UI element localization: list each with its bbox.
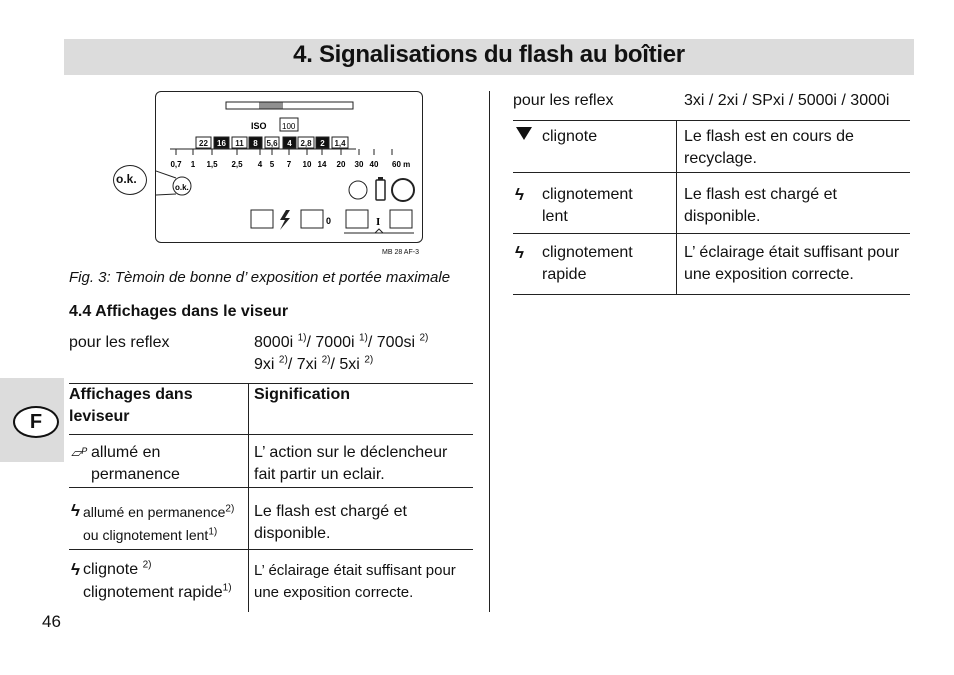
flash-right-row2-icon: ϟ	[515, 185, 524, 204]
figure-caption: Fig. 3: Tèmoin de bonne d’ exposition et portée maximale	[69, 269, 451, 286]
aperture-value: 2,8	[300, 139, 312, 148]
right-row3-col1: clignotement rapide	[542, 244, 633, 283]
distance-value: 4	[257, 160, 263, 169]
left-row3-col2: L’ éclairage était suffisant pour une exposition correcte.	[254, 562, 456, 601]
left-table-header-rule	[69, 434, 473, 435]
battery-icon	[376, 180, 385, 200]
right-row2-col2: Le flash est chargé et disponible.	[684, 186, 837, 225]
iso-value: 100	[282, 122, 296, 131]
right-row2-col1: clignotement lent	[542, 186, 633, 225]
viewfinder-box-2	[301, 210, 323, 228]
aperture-value: 4	[287, 139, 292, 148]
distance-value: 0,7	[170, 160, 182, 169]
right-table-top-rule	[513, 120, 910, 121]
distance-value: 40	[369, 160, 379, 169]
ready-light-icon: ▱ᴾ	[71, 445, 87, 460]
language-tab	[0, 378, 64, 462]
left-row2-rule	[69, 549, 473, 550]
left-row2-col2: Le flash est chargé et disponible.	[254, 503, 407, 542]
viewfinder-box-3	[346, 210, 368, 228]
left-row2-col1-b: ou clignotement lent$^{1)}$	[83, 526, 218, 543]
aperture-value: 11	[235, 139, 244, 148]
distance-value: 20	[336, 160, 346, 169]
distance-value: 1,5	[206, 160, 218, 169]
aperture-value: 5,6	[266, 139, 278, 148]
flash-icon	[280, 210, 290, 230]
reflex-label-left: pour les reflex	[69, 334, 170, 351]
right-row1-col1: clignote	[542, 128, 598, 145]
right-row1-rule	[513, 172, 910, 173]
flash-display-drawing	[156, 92, 422, 242]
distance-scale	[170, 160, 410, 169]
right-row3-col2: L’ éclairage était suffisant pour une exposition correcte.	[684, 244, 900, 283]
distance-ticks	[176, 149, 392, 155]
right-row2-rule	[513, 233, 910, 234]
zero-label: 0	[326, 216, 332, 226]
i-symbol-icon: I	[376, 216, 381, 228]
iso-label: ISO	[251, 121, 267, 131]
battery-cap-icon	[378, 177, 383, 180]
viewfinder-box-4	[390, 210, 412, 228]
models-line-1: 8000i $^{1)}$/ 7000i $^{1)}$/ 700si $^{2)}$	[254, 332, 429, 351]
flash-display-figure	[155, 91, 423, 243]
figure-code: MB 28 AF-3	[382, 249, 419, 256]
ok-small-label: o.k.	[175, 183, 189, 192]
aperture-value: 8	[253, 139, 258, 148]
page-number: 46	[42, 612, 61, 631]
viewfinder-box-1	[251, 210, 273, 228]
slider-bar	[226, 102, 353, 109]
section-heading: 4.4 Affichages dans le viseur	[69, 303, 289, 320]
right-models: 3xi / 2xi / SPxi / 5000i / 3000i	[684, 92, 890, 109]
aperture-value: 22	[199, 139, 208, 148]
right-table-bottom-rule	[513, 294, 910, 295]
left-table-header-col2: Signification	[254, 386, 350, 403]
distance-value: 1	[190, 160, 196, 169]
reflex-label-right: pour les reflex	[513, 92, 614, 109]
left-row3-col1-a: clignote $^{2)}$	[83, 559, 152, 578]
flash-row2-icon: ϟ	[71, 501, 80, 520]
distance-value: 10	[302, 160, 312, 169]
left-row3-col1-b: clignotement rapide$^{1)}$	[83, 582, 232, 601]
flash-right-row3-icon: ϟ	[515, 243, 524, 262]
ok-indicator-large	[113, 165, 147, 195]
right-row1-col2: Le flash est en cours de recyclage.	[684, 128, 854, 167]
ok-leader-line-bottom	[156, 194, 176, 196]
flash-row3-icon: ϟ	[71, 560, 80, 579]
aperture-value: 16	[217, 139, 226, 148]
models-line-2: 9xi $^{2)}$/ 7xi $^{2)}$/ 5xi $^{2)}$	[254, 354, 374, 373]
left-row2-col1-a: allumé en permanence$^{2)}$	[83, 503, 235, 520]
left-table-col-divider	[248, 383, 249, 612]
left-row1-col2: L’ action sur le déclencheur fait partir un eclair.	[254, 444, 448, 483]
slider-ticks	[260, 102, 282, 109]
title-bar	[64, 39, 914, 75]
distance-value: 14	[317, 160, 327, 169]
indicator-circle-small	[349, 181, 367, 199]
bracket-notch-icon	[375, 229, 383, 233]
language-tab-letter: F	[13, 406, 59, 438]
right-table-col-divider	[676, 120, 677, 294]
distance-value: 30	[354, 160, 364, 169]
column-divider	[489, 91, 490, 612]
left-table-header-col1: Affichages dans leviseur	[69, 386, 193, 425]
distance-value: 5	[269, 160, 275, 169]
aperture-value: 1,4	[334, 139, 346, 148]
indicator-circle-large	[392, 179, 414, 201]
aperture-value: 2	[320, 139, 325, 148]
left-row1-col1: allumé en permanence	[91, 444, 180, 483]
distance-value: 60 m	[392, 160, 411, 169]
aperture-row	[196, 137, 348, 148]
left-row1-rule	[69, 487, 473, 488]
ok-large-label: o.k.	[116, 172, 137, 186]
distance-value: 7	[286, 160, 292, 169]
triangle-down-icon	[516, 127, 532, 140]
page-title: 4. Signalisations du flash au boîtier	[293, 41, 685, 68]
distance-value: 2,5	[231, 160, 243, 169]
